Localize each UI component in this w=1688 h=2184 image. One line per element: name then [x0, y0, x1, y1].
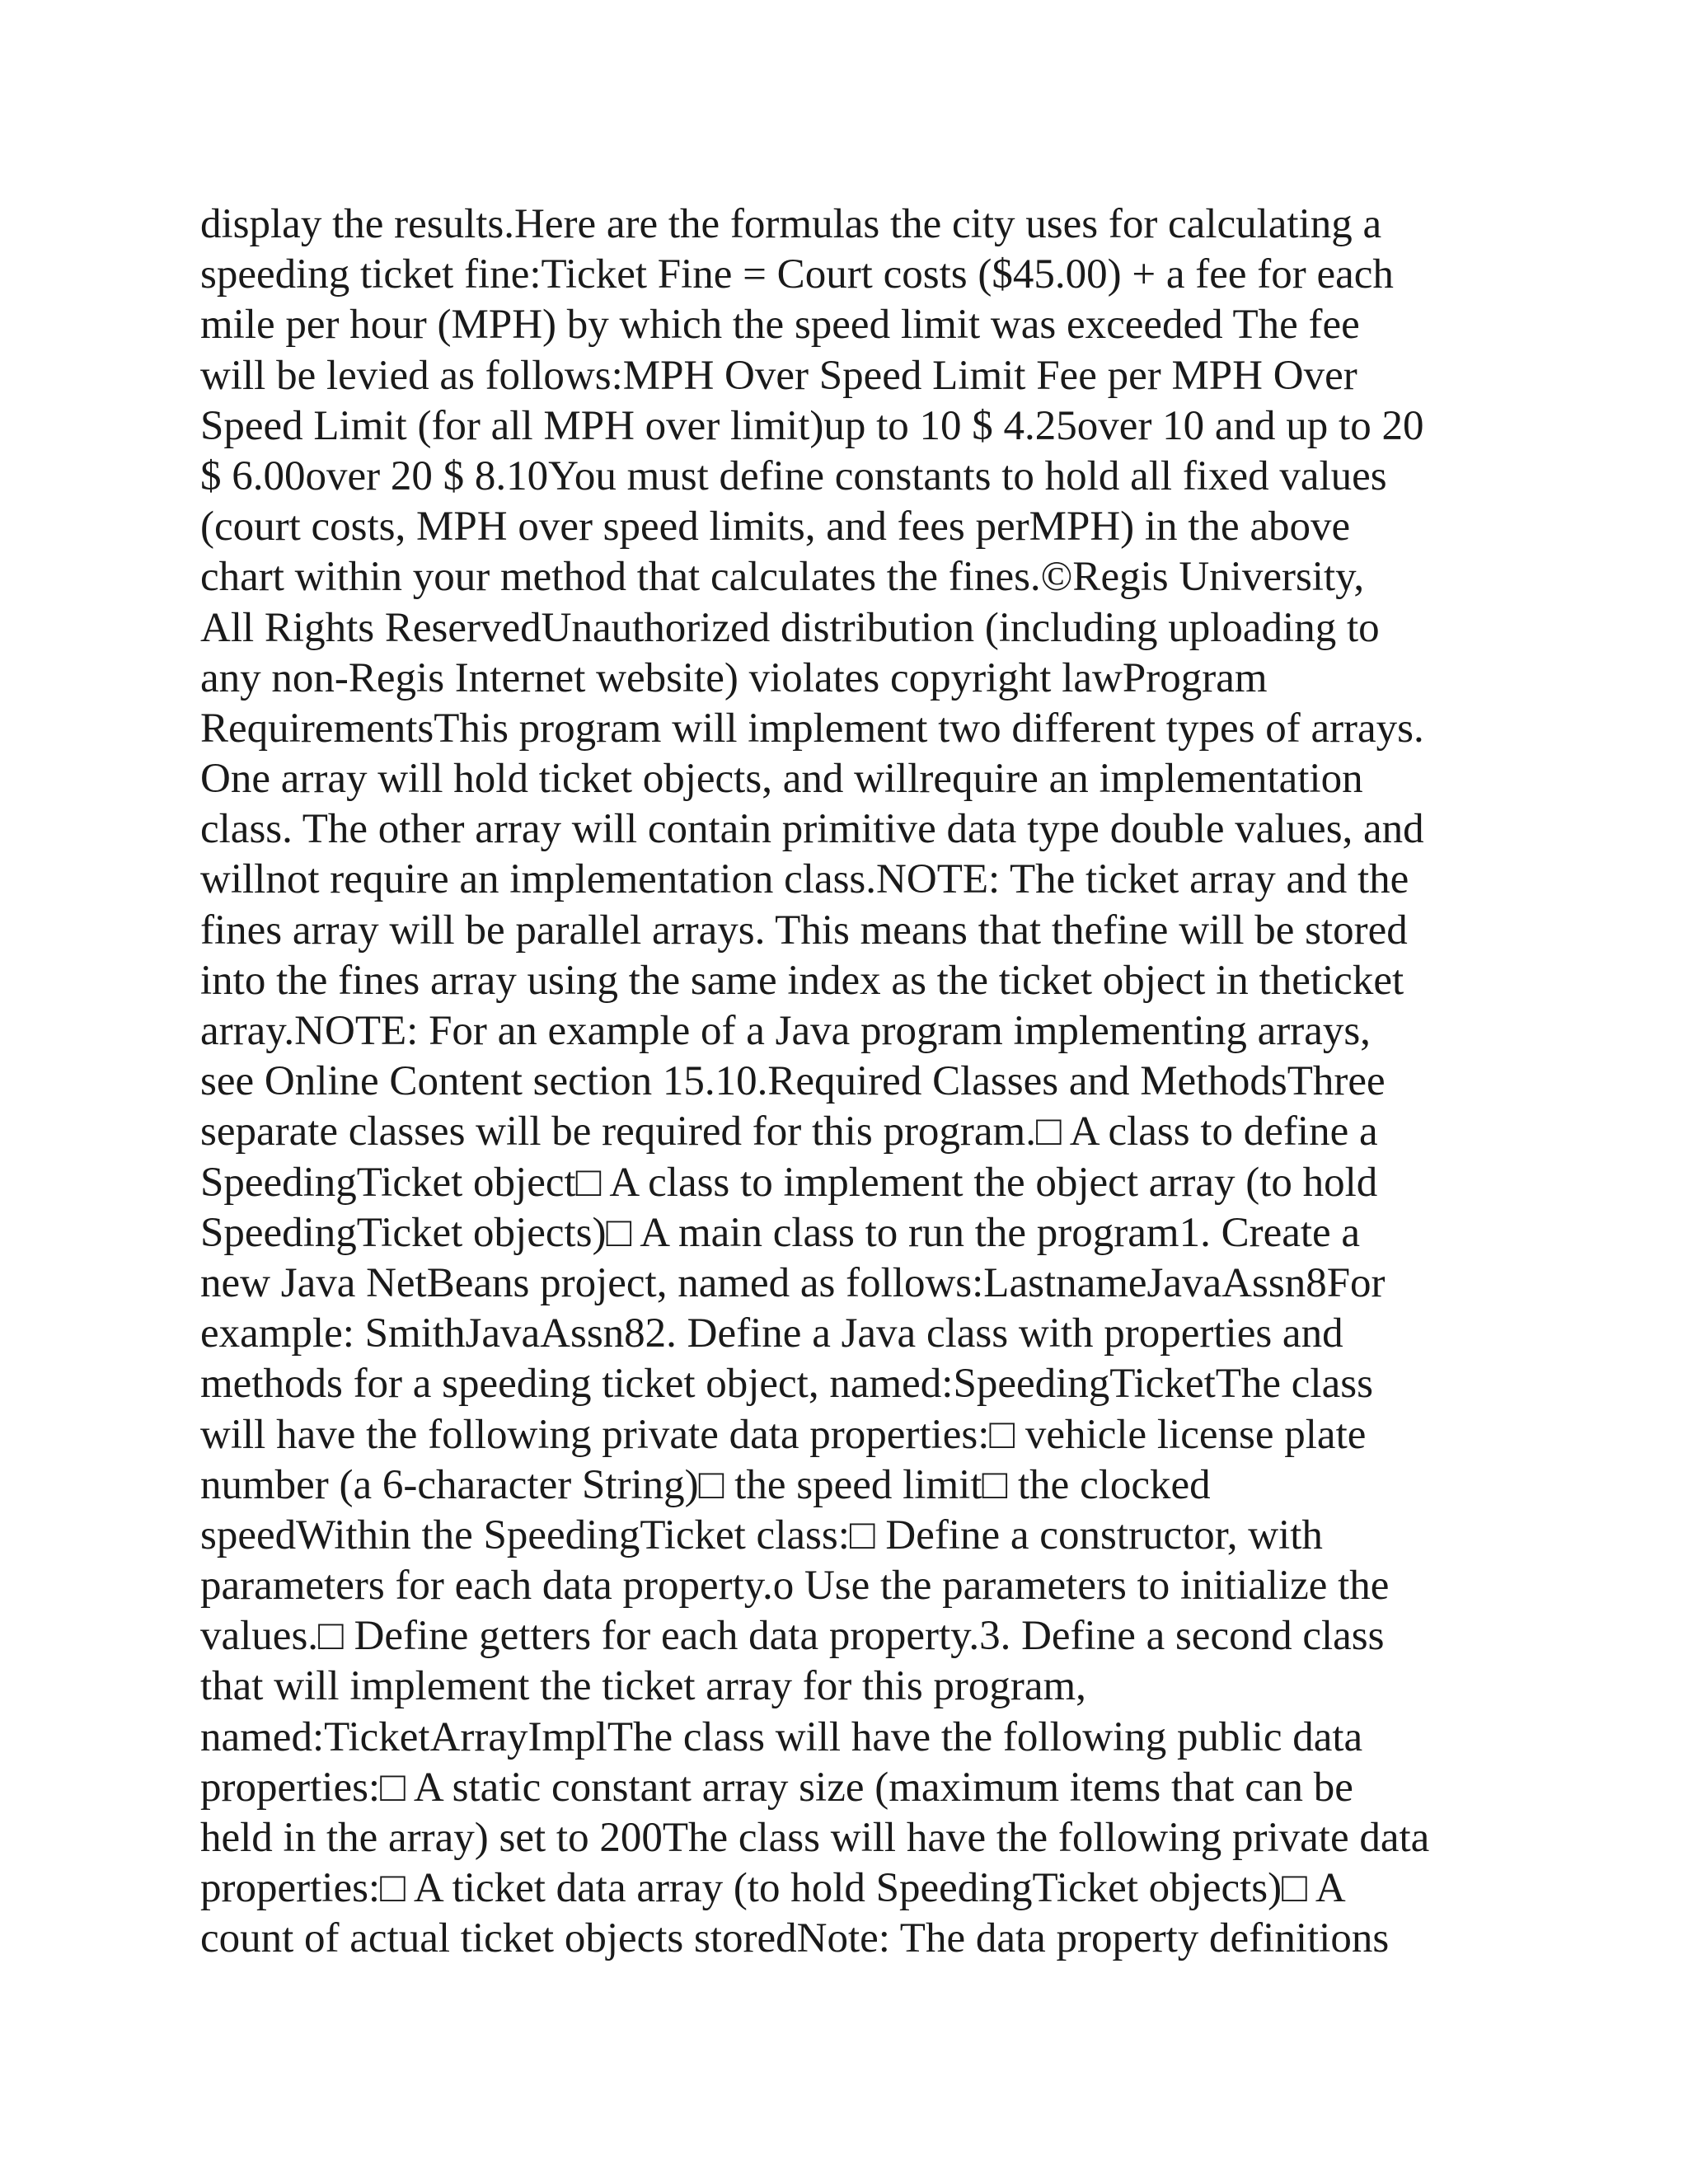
text-line: will be levied as follows:MPH Over Speed Limit Fee per MPH Over — [200, 352, 1357, 399]
text-line: held in the array) set to 200The class will have the following private data — [200, 1815, 1430, 1861]
text-line: $ 6.00over 20 $ 8.10You must define constants to hold all fixed values — [200, 452, 1387, 499]
text-line: fines array will be parallel arrays. This means that thefine will be stored — [200, 907, 1408, 954]
text-line: new Java NetBeans project, named as follows:LastnameJavaAssn8For — [200, 1259, 1386, 1306]
text-line: see Online Content section 15.10.Required Classes and MethodsThree — [200, 1058, 1386, 1105]
text-line: chart within your method that calculates the fines.©Regis University, — [200, 554, 1365, 601]
text-line: display the results.Here are the formulas the city uses for calculating a — [200, 201, 1382, 247]
text-line: RequirementsThis program will implement two different types of arrays. — [200, 705, 1424, 752]
text-line: that will implement the ticket array for this program, — [200, 1663, 1086, 1710]
text-line: values.□ Define getters for each data property.3. Define a second class — [200, 1613, 1385, 1660]
text-line: All Rights ReservedUnauthorized distribution (including uploading to — [200, 604, 1380, 651]
text-line: speedWithin the SpeedingTicket class:□ Define a constructor, with — [200, 1511, 1323, 1558]
text-line: methods for a speeding ticket object, named:SpeedingTicketThe class — [200, 1361, 1373, 1408]
text-line: parameters for each data property.o Use the parameters to initialize the — [200, 1563, 1390, 1610]
text-line: named:TicketArrayImplThe class will have the following public data — [200, 1713, 1363, 1760]
text-line: properties:□ A static constant array size (maximum items that can be — [200, 1764, 1353, 1811]
text-line: mile per hour (MPH) by which the speed limit was exceeded The fee — [200, 302, 1360, 349]
text-line: class. The other array will contain primitive data type double values, and — [200, 806, 1424, 853]
text-line: (court costs, MPH over speed limits, and fees perMPH) in the above — [200, 504, 1351, 551]
text-line: properties:□ A ticket data array (to hold SpeedingTicket objects)□ A — [200, 1865, 1346, 1912]
text-line: example: SmithJavaAssn82. Define a Java class with properties and — [200, 1310, 1343, 1357]
text-line: One array will hold ticket objects, and willrequire an implementation — [200, 756, 1363, 803]
document-body-text — [200, 199, 1519, 1965]
text-line: willnot require an implementation class.NOTE: The ticket array and the — [200, 856, 1409, 903]
text-line: any non-Regis Internet website) violates copyright lawProgram — [200, 654, 1268, 701]
text-line: will have the following private data properties:□ vehicle license plate — [200, 1411, 1367, 1458]
text-line: separate classes will be required for this program.□ A class to define a — [200, 1108, 1378, 1155]
text-line: array.NOTE: For an example of a Java program implementing arrays, — [200, 1008, 1371, 1054]
text-line: number (a 6-character String)□ the speed limit□ the clocked — [200, 1461, 1211, 1508]
text-line: Speed Limit (for all MPH over limit)up to 10 $ 4.25over 10 and up to 20 — [200, 402, 1424, 449]
text-line: count of actual ticket objects storedNote: The data property definitions — [200, 1915, 1390, 1962]
text-line: SpeedingTicket object□ A class to implement the object array (to hold — [200, 1159, 1378, 1206]
text-line: speeding ticket fine:Ticket Fine = Court costs ($45.00) + a fee for each — [200, 251, 1394, 298]
text-line: SpeedingTicket objects)□ A main class to run the program1. Create a — [200, 1209, 1361, 1256]
text-line: into the fines array using the same index as the ticket object in theticket — [200, 957, 1404, 1004]
